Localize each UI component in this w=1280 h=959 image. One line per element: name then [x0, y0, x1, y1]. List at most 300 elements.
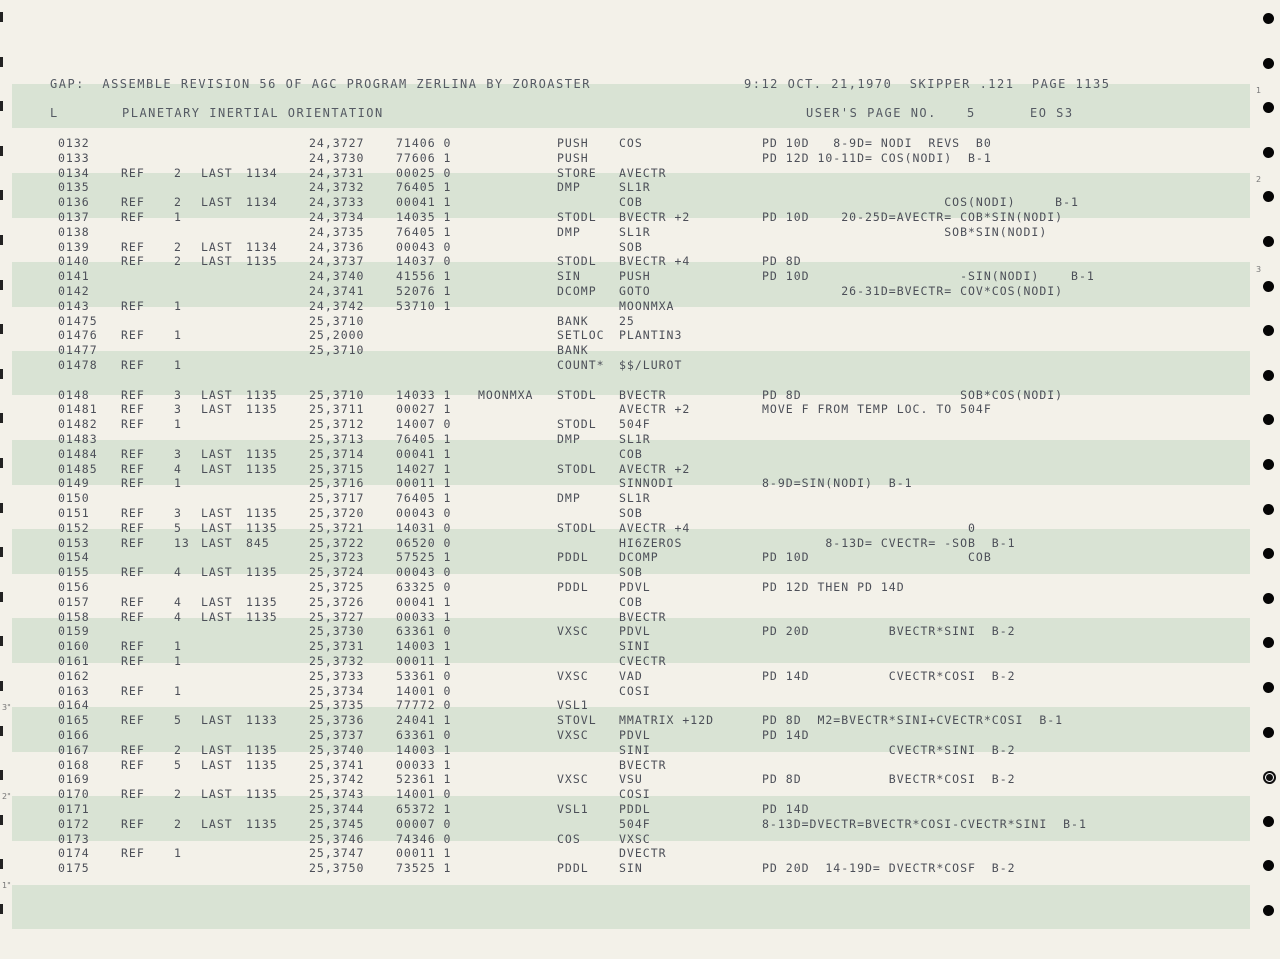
opcode: DCOMP [557, 284, 597, 298]
comment: PD 8D M2=BVECTR*SINI+CVECTR*COSI B-1 [762, 713, 1064, 728]
edge-tick [0, 547, 3, 557]
operand: VXSC [619, 831, 651, 846]
feed-hole [1263, 370, 1274, 381]
octal-word: 14007 0 [396, 417, 452, 432]
edge-tick [0, 770, 3, 780]
address: 24,3736 [309, 239, 365, 254]
octal-word: 52361 1 [396, 772, 452, 787]
right-margin-mark: 2 [1256, 175, 1262, 184]
last-marker: LAST [201, 402, 233, 417]
octal-word: 57525 1 [396, 550, 452, 565]
line-number: 0175 [58, 861, 90, 876]
opcode: STODL [557, 417, 597, 432]
last-marker: LAST [201, 609, 233, 624]
ref-count: 1 [174, 476, 182, 491]
octal-word: 76405 1 [396, 491, 452, 506]
last-page: 1133 [246, 713, 278, 728]
ref-count: 2 [174, 787, 182, 802]
line-number: 01477 [58, 343, 98, 358]
ref-marker: REF [121, 417, 145, 432]
comment: PD 14D [762, 802, 810, 816]
address: 25,3714 [309, 446, 365, 461]
line-number: 0149 [58, 476, 90, 491]
octal-word: 14003 1 [396, 639, 452, 654]
address: 25,3716 [309, 476, 365, 491]
comment: 8-13D=DVECTR=BVECTR*COSI-CVECTR*SINI B-1 [762, 816, 1087, 831]
address: 25,3712 [309, 417, 365, 432]
comment: SOB*SIN(NODI) [762, 224, 1048, 239]
ref-marker: REF [121, 683, 145, 698]
last-page: 1135 [246, 461, 278, 476]
ref-count: 1 [174, 358, 182, 372]
ref-marker: REF [121, 476, 145, 491]
edge-tick [0, 815, 3, 825]
edge-tick [0, 726, 3, 736]
opcode: VSL1 [557, 698, 589, 713]
operand: PDVL [619, 728, 651, 742]
ref-count: 2 [174, 742, 182, 757]
operand: SINI [619, 742, 651, 757]
operand: AVECTR +4 [619, 520, 691, 535]
octal-word: 00041 1 [396, 594, 452, 609]
opcode: DMP [557, 224, 581, 239]
line-number: 01478 [58, 358, 98, 372]
last-marker: LAST [201, 239, 233, 254]
ref-count: 3 [174, 446, 182, 461]
address: 24,3732 [309, 180, 365, 195]
edge-tick [0, 859, 3, 869]
opcode: BANK [557, 313, 589, 328]
comment: PD 20D 14-19D= DVECTR*COSF B-2 [762, 861, 1016, 876]
header-users-page-number: 5 [967, 106, 976, 120]
comment: PD 8D SOB*COS(NODI) [762, 387, 1064, 402]
ref-marker: REF [121, 535, 145, 550]
left-margin-mark: 2" [2, 792, 11, 801]
address: 25,3747 [309, 846, 365, 861]
line-number: 01481 [58, 402, 98, 417]
ref-count: 1 [174, 654, 182, 668]
operand: COB [619, 594, 643, 609]
operand: PDDL [619, 802, 651, 816]
comment: 8-9D=SIN(NODI) B-1 [762, 476, 913, 491]
last-page: 1135 [246, 254, 278, 269]
last-page: 1135 [246, 387, 278, 402]
octal-word: 63361 0 [396, 728, 452, 742]
ref-marker: REF [121, 713, 145, 728]
opcode: COS [557, 831, 581, 846]
operand: VAD [619, 668, 643, 683]
ref-marker: REF [121, 639, 145, 654]
ref-marker: REF [121, 520, 145, 535]
feed-hole [1263, 637, 1274, 648]
line-number: 0172 [58, 816, 90, 831]
operand: PUSH [619, 269, 651, 284]
octal-word: 00033 1 [396, 757, 452, 772]
operand: SL1R [619, 180, 651, 195]
last-page: 1135 [246, 742, 278, 757]
ref-count: 3 [174, 506, 182, 520]
opcode: SIN [557, 269, 581, 284]
ref-marker: REF [121, 506, 145, 520]
address: 25,3713 [309, 432, 365, 446]
address: 24,3737 [309, 254, 365, 269]
address: 25,3740 [309, 742, 365, 757]
last-marker: LAST [201, 446, 233, 461]
line-number: 0133 [58, 150, 90, 165]
line-number: 0169 [58, 772, 90, 787]
ref-marker: REF [121, 195, 145, 210]
address: 24,3727 [309, 136, 365, 150]
operand: HI6ZEROS [619, 535, 683, 550]
ref-count: 2 [174, 254, 182, 269]
ref-count: 3 [174, 402, 182, 417]
last-marker: LAST [201, 506, 233, 520]
ref-count: 2 [174, 165, 182, 180]
ref-marker: REF [121, 816, 145, 831]
ref-count: 1 [174, 417, 182, 432]
opcode: DMP [557, 491, 581, 506]
ref-marker: REF [121, 461, 145, 476]
line-number: 0150 [58, 491, 90, 506]
operand: SOB [619, 239, 643, 254]
edge-tick [0, 235, 3, 245]
last-marker: LAST [201, 816, 233, 831]
address: 25,3724 [309, 565, 365, 580]
last-marker: LAST [201, 520, 233, 535]
comment: PD 8D BVECTR*COSI B-2 [762, 772, 1016, 787]
operand: AVECTR +2 [619, 461, 691, 476]
edge-tick [0, 503, 3, 513]
last-page: 1135 [246, 520, 278, 535]
feed-hole [1263, 771, 1276, 784]
address: 25,3743 [309, 787, 365, 802]
ref-count: 5 [174, 713, 182, 728]
header-users-page-label: USER'S PAGE NO. [806, 106, 937, 120]
opcode: PUSH [557, 150, 589, 165]
line-number: 01485 [58, 461, 98, 476]
edge-tick [0, 280, 3, 290]
edge-tick [0, 57, 3, 67]
address: 25,3744 [309, 802, 365, 816]
last-page: 1135 [246, 787, 278, 802]
edge-tick [0, 636, 3, 646]
address: 25,3736 [309, 713, 365, 728]
opcode: STODL [557, 461, 597, 476]
ref-marker: REF [121, 565, 145, 580]
line-number: 0135 [58, 180, 90, 195]
last-marker: LAST [201, 195, 233, 210]
opcode: VXSC [557, 772, 589, 787]
line-number: 0155 [58, 565, 90, 580]
last-marker: LAST [201, 461, 233, 476]
operand: COB [619, 446, 643, 461]
operand: CVECTR [619, 654, 667, 668]
operand: SL1R [619, 224, 651, 239]
line-number: 0162 [58, 668, 90, 683]
opcode: BANK [557, 343, 589, 358]
left-margin-mark: 1" [2, 881, 11, 890]
address: 25,3732 [309, 654, 365, 668]
octal-word: 00041 1 [396, 195, 452, 210]
line-number: 0171 [58, 802, 90, 816]
opcode: PDDL [557, 580, 589, 594]
line-number: 01484 [58, 446, 98, 461]
header-program-line: GAP: ASSEMBLE REVISION 56 OF AGC PROGRAM ZERLINA BY ZOROASTER [50, 77, 591, 91]
ref-count: 4 [174, 594, 182, 609]
line-number: 01476 [58, 328, 98, 343]
ref-count: 4 [174, 609, 182, 624]
comment: PD 12D 10-11D= COS(NODI) B-1 [762, 150, 992, 165]
line-number: 0173 [58, 831, 90, 846]
last-marker: LAST [201, 165, 233, 180]
operand: AVECTR [619, 165, 667, 180]
ref-count: 2 [174, 239, 182, 254]
edge-tick [0, 190, 3, 200]
last-marker: LAST [201, 254, 233, 269]
line-number: 0158 [58, 609, 90, 624]
ref-marker: REF [121, 446, 145, 461]
opcode: STODL [557, 520, 597, 535]
edge-tick [0, 146, 3, 156]
octal-word: 63361 0 [396, 624, 452, 639]
ref-marker: REF [121, 298, 145, 313]
feed-hole [1263, 548, 1274, 559]
ref-count: 5 [174, 520, 182, 535]
opcode: STODL [557, 254, 597, 269]
operand: VSU [619, 772, 643, 787]
address: 25,3741 [309, 757, 365, 772]
line-number: 0152 [58, 520, 90, 535]
edge-tick [0, 592, 3, 602]
ref-count: 4 [174, 565, 182, 580]
address: 25,3723 [309, 550, 365, 565]
octal-word: 77772 0 [396, 698, 452, 713]
header-date-page: 9:12 OCT. 21,1970 SKIPPER .121 PAGE 1135 [744, 77, 1111, 91]
last-page: 1134 [246, 195, 278, 210]
line-number: 01475 [58, 313, 98, 328]
comment: PD 20D BVECTR*SINI B-2 [762, 624, 1016, 639]
octal-word: 00011 1 [396, 476, 452, 491]
comment: PD 10D 20-25D=AVECTR= COB*SIN(NODI) [762, 210, 1064, 224]
operand: COSI [619, 683, 651, 698]
operand: COS [619, 136, 643, 150]
operand: 504F [619, 417, 651, 432]
last-page: 845 [246, 535, 270, 550]
octal-word: 41556 1 [396, 269, 452, 284]
operand: SINI [619, 639, 651, 654]
last-page: 1134 [246, 239, 278, 254]
line-number: 0165 [58, 713, 90, 728]
octal-word: 74346 0 [396, 831, 452, 846]
address: 25,3725 [309, 580, 365, 594]
ref-count: 1 [174, 683, 182, 698]
comment: COS(NODI) B-1 [762, 195, 1079, 210]
edge-tick [0, 904, 3, 914]
last-page: 1135 [246, 565, 278, 580]
left-margin-mark: 3" [2, 703, 11, 712]
line-number: 0143 [58, 298, 90, 313]
address: 24,3740 [309, 269, 365, 284]
operand: MMATRIX +12D [619, 713, 715, 728]
ref-marker: REF [121, 609, 145, 624]
address: 24,3742 [309, 298, 365, 313]
address: 25,2000 [309, 328, 365, 343]
last-marker: LAST [201, 594, 233, 609]
comment: CVECTR*SINI B-2 [762, 742, 1016, 757]
line-number: 0148 [58, 387, 90, 402]
ref-count: 1 [174, 639, 182, 654]
last-page: 1135 [246, 402, 278, 417]
comment: 26-31D=BVECTR= COV*COS(NODI) [762, 284, 1064, 298]
opcode: PUSH [557, 136, 589, 150]
address: 25,3711 [309, 402, 365, 417]
line-number: 0160 [58, 639, 90, 654]
feed-hole [1263, 682, 1274, 693]
ref-count: 4 [174, 461, 182, 476]
line-number: 0153 [58, 535, 90, 550]
line-number: 0151 [58, 506, 90, 520]
symbol-label: MOONMXA [478, 387, 534, 402]
last-page: 1135 [246, 757, 278, 772]
line-number: 0140 [58, 254, 90, 269]
operand: COB [619, 195, 643, 210]
octal-word: 14003 1 [396, 742, 452, 757]
line-number: 0164 [58, 698, 90, 713]
operand: MOONMXA [619, 298, 675, 313]
octal-word: 76405 1 [396, 224, 452, 239]
header-l-marker: L [50, 106, 59, 120]
address: 24,3734 [309, 210, 365, 224]
address: 25,3734 [309, 683, 365, 698]
operand: 504F [619, 816, 651, 831]
operand: 25 [619, 313, 635, 328]
line-number: 0132 [58, 136, 90, 150]
ref-marker: REF [121, 787, 145, 802]
ref-marker: REF [121, 387, 145, 402]
opcode: STORE [557, 165, 597, 180]
last-page: 1135 [246, 506, 278, 520]
last-page: 1134 [246, 165, 278, 180]
address: 25,3710 [309, 313, 365, 328]
octal-word: 53710 1 [396, 298, 452, 313]
ref-marker: REF [121, 210, 145, 224]
octal-word: 14027 1 [396, 461, 452, 476]
last-page: 1135 [246, 594, 278, 609]
ref-count: 13 [174, 535, 190, 550]
ref-count: 2 [174, 816, 182, 831]
octal-word: 00025 0 [396, 165, 452, 180]
feed-hole [1263, 13, 1274, 24]
feed-hole [1263, 147, 1274, 158]
octal-word: 76405 1 [396, 432, 452, 446]
opcode: DMP [557, 180, 581, 195]
address: 24,3741 [309, 284, 365, 298]
address: 25,3737 [309, 728, 365, 742]
octal-word: 00027 1 [396, 402, 452, 417]
address: 25,3742 [309, 772, 365, 787]
line-number: 0161 [58, 654, 90, 668]
address: 25,3710 [309, 387, 365, 402]
edge-tick [0, 458, 3, 468]
address: 24,3735 [309, 224, 365, 239]
address: 24,3731 [309, 165, 365, 180]
edge-tick [0, 369, 3, 379]
address: 25,3733 [309, 668, 365, 683]
ref-marker: REF [121, 402, 145, 417]
opcode: VXSC [557, 728, 589, 742]
last-marker: LAST [201, 742, 233, 757]
ref-count: 1 [174, 210, 182, 224]
comment: 0 [762, 520, 976, 535]
address: 25,3735 [309, 698, 365, 713]
address: 25,3717 [309, 491, 365, 506]
octal-word: 14033 1 [396, 387, 452, 402]
operand: SOB [619, 506, 643, 520]
line-number: 0159 [58, 624, 90, 639]
opcode: VXSC [557, 624, 589, 639]
edge-tick [0, 413, 3, 423]
comment: PD 10D 8-9D= NODI REVS B0 [762, 136, 992, 150]
opcode: STODL [557, 210, 597, 224]
address: 25,3710 [309, 343, 365, 358]
operand: BVECTR [619, 609, 667, 624]
operand: BVECTR [619, 757, 667, 772]
right-margin-mark: 1 [1256, 86, 1262, 95]
operand: SOB [619, 565, 643, 580]
octal-word: 71406 0 [396, 136, 452, 150]
ref-marker: REF [121, 846, 145, 861]
line-number: 0142 [58, 284, 90, 298]
ref-marker: REF [121, 165, 145, 180]
address: 25,3715 [309, 461, 365, 476]
last-page: 1135 [246, 816, 278, 831]
address: 25,3722 [309, 535, 365, 550]
ref-marker: REF [121, 594, 145, 609]
operand: GOTO [619, 284, 651, 298]
line-number: 0174 [58, 846, 90, 861]
octal-word: 14001 0 [396, 683, 452, 698]
ref-marker: REF [121, 328, 145, 343]
last-marker: LAST [201, 757, 233, 772]
octal-word: 14037 0 [396, 254, 452, 269]
last-page: 1135 [246, 446, 278, 461]
edge-tick [0, 324, 3, 334]
operand: BVECTR +2 [619, 210, 691, 224]
opcode: PDDL [557, 550, 589, 565]
ref-count: 5 [174, 757, 182, 772]
comment: PD 12D THEN PD 14D [762, 580, 905, 594]
octal-word: 14001 0 [396, 787, 452, 802]
line-number: 0170 [58, 787, 90, 802]
operand: COSI [619, 787, 651, 802]
octal-word: 00007 0 [396, 816, 452, 831]
octal-word: 14031 0 [396, 520, 452, 535]
last-marker: LAST [201, 565, 233, 580]
octal-word: 00043 0 [396, 239, 452, 254]
feed-hole [1263, 504, 1274, 515]
octal-word: 00043 0 [396, 565, 452, 580]
address: 25,3720 [309, 506, 365, 520]
opcode: VXSC [557, 668, 589, 683]
octal-word: 76405 1 [396, 180, 452, 195]
operand: PDVL [619, 580, 651, 594]
address: 24,3730 [309, 150, 365, 165]
opcode: SETLOC [557, 328, 605, 343]
address: 25,3746 [309, 831, 365, 846]
edge-tick [0, 681, 3, 691]
opcode: PDDL [557, 861, 589, 876]
feed-hole [1263, 102, 1274, 113]
